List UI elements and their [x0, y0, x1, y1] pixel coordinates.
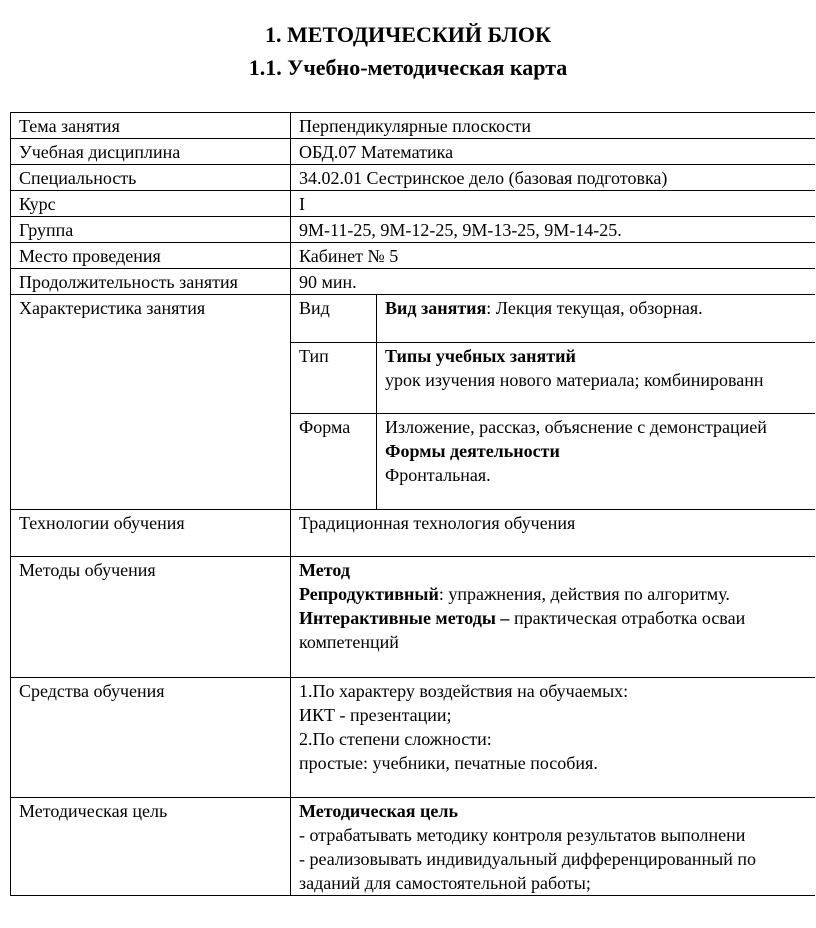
row-value: 9М-11-25, 9М-12-25, 9М-13-25, 9М-14-25. — [291, 217, 816, 243]
table-row — [11, 295, 816, 343]
text — [299, 582, 809, 606]
table-row — [11, 191, 816, 217]
bold-text: Метод — [299, 560, 350, 580]
row-label: Специальность — [11, 165, 291, 191]
row-value: Перпендикулярные плоскости — [291, 113, 816, 139]
table-row — [11, 243, 816, 269]
sub-value — [377, 295, 816, 343]
row-label: Характеристика занятия — [11, 295, 291, 510]
text: Фронтальная. — [385, 465, 491, 485]
row-label: Методы обучения — [11, 557, 291, 678]
table-row — [11, 113, 816, 139]
text: : Лекция текущая, обзорная. — [486, 298, 703, 318]
text: 2.По степени сложности: — [299, 729, 492, 749]
sub-label: Вид — [291, 295, 377, 343]
bold-text: Формы деятельности — [385, 441, 560, 461]
sub-label: Форма — [291, 414, 377, 510]
row-label: Тема занятия — [11, 113, 291, 139]
table-row — [11, 139, 816, 165]
row-value: Кабинет № 5 — [291, 243, 816, 269]
table-row — [11, 798, 816, 896]
text: Изложение, рассказ, объяснение с демонстрацией — [385, 417, 767, 437]
text: : упражнения, действия по алгоритму. — [438, 584, 730, 604]
table-row — [11, 269, 816, 295]
text: - отрабатывать методику контроля результатов выполнени — [299, 825, 746, 845]
table-row — [11, 217, 816, 243]
text — [299, 606, 809, 630]
bold-text: Репродуктивный — [299, 584, 439, 604]
row-label: Средства обучения — [11, 678, 291, 798]
bold-text: Методическая цель — [299, 801, 458, 821]
text: - реализовывать индивидуальный дифференцированный по — [299, 849, 756, 869]
row-value: 90 мин. — [291, 269, 816, 295]
text: 1.По характеру воздействия на обучаемых: — [299, 681, 629, 701]
row-value: 34.02.01 Сестринское дело (базовая подготовка) — [291, 165, 816, 191]
sub-value — [377, 343, 816, 414]
row-label: Курс — [11, 191, 291, 217]
text: практическая отработка осваи — [509, 608, 746, 628]
sub-label: Тип — [291, 343, 377, 414]
bold-text: Вид занятия — [385, 298, 487, 318]
table-row — [11, 510, 816, 557]
page-title: 1. МЕТОДИЧЕСКИЙ БЛОК — [265, 22, 551, 47]
row-label: Технологии обучения — [11, 510, 291, 557]
lesson-map-table — [10, 112, 815, 896]
bold-text: Интерактивные методы – — [299, 608, 510, 628]
table-row — [11, 678, 816, 798]
table-row — [11, 165, 816, 191]
table-row — [11, 557, 816, 678]
bold-text: Типы учебных занятий — [385, 346, 576, 366]
row-value — [291, 557, 816, 678]
row-label: Методическая цель — [11, 798, 291, 896]
row-value: Традиционная технология обучения — [291, 510, 816, 557]
page-subtitle: 1.1. Учебно-методическая карта — [248, 55, 568, 80]
sub-value — [377, 414, 816, 510]
row-label: Группа — [11, 217, 291, 243]
row-label: Продолжительность занятия — [11, 269, 291, 295]
row-value — [291, 798, 816, 896]
row-label: Учебная дисциплина — [11, 139, 291, 165]
row-value: I — [291, 191, 816, 217]
text: урок изучения нового материала; комбинированн — [385, 370, 764, 390]
text: простые: учебники, печатные пособия. — [299, 753, 598, 773]
text: заданий для самостоятельной работы; — [299, 873, 591, 893]
text: ИКТ - презентации; — [299, 705, 452, 725]
row-value: ОБД.07 Математика — [291, 139, 816, 165]
text: компетенций — [299, 632, 399, 652]
row-label: Место проведения — [11, 243, 291, 269]
row-value — [291, 678, 816, 798]
